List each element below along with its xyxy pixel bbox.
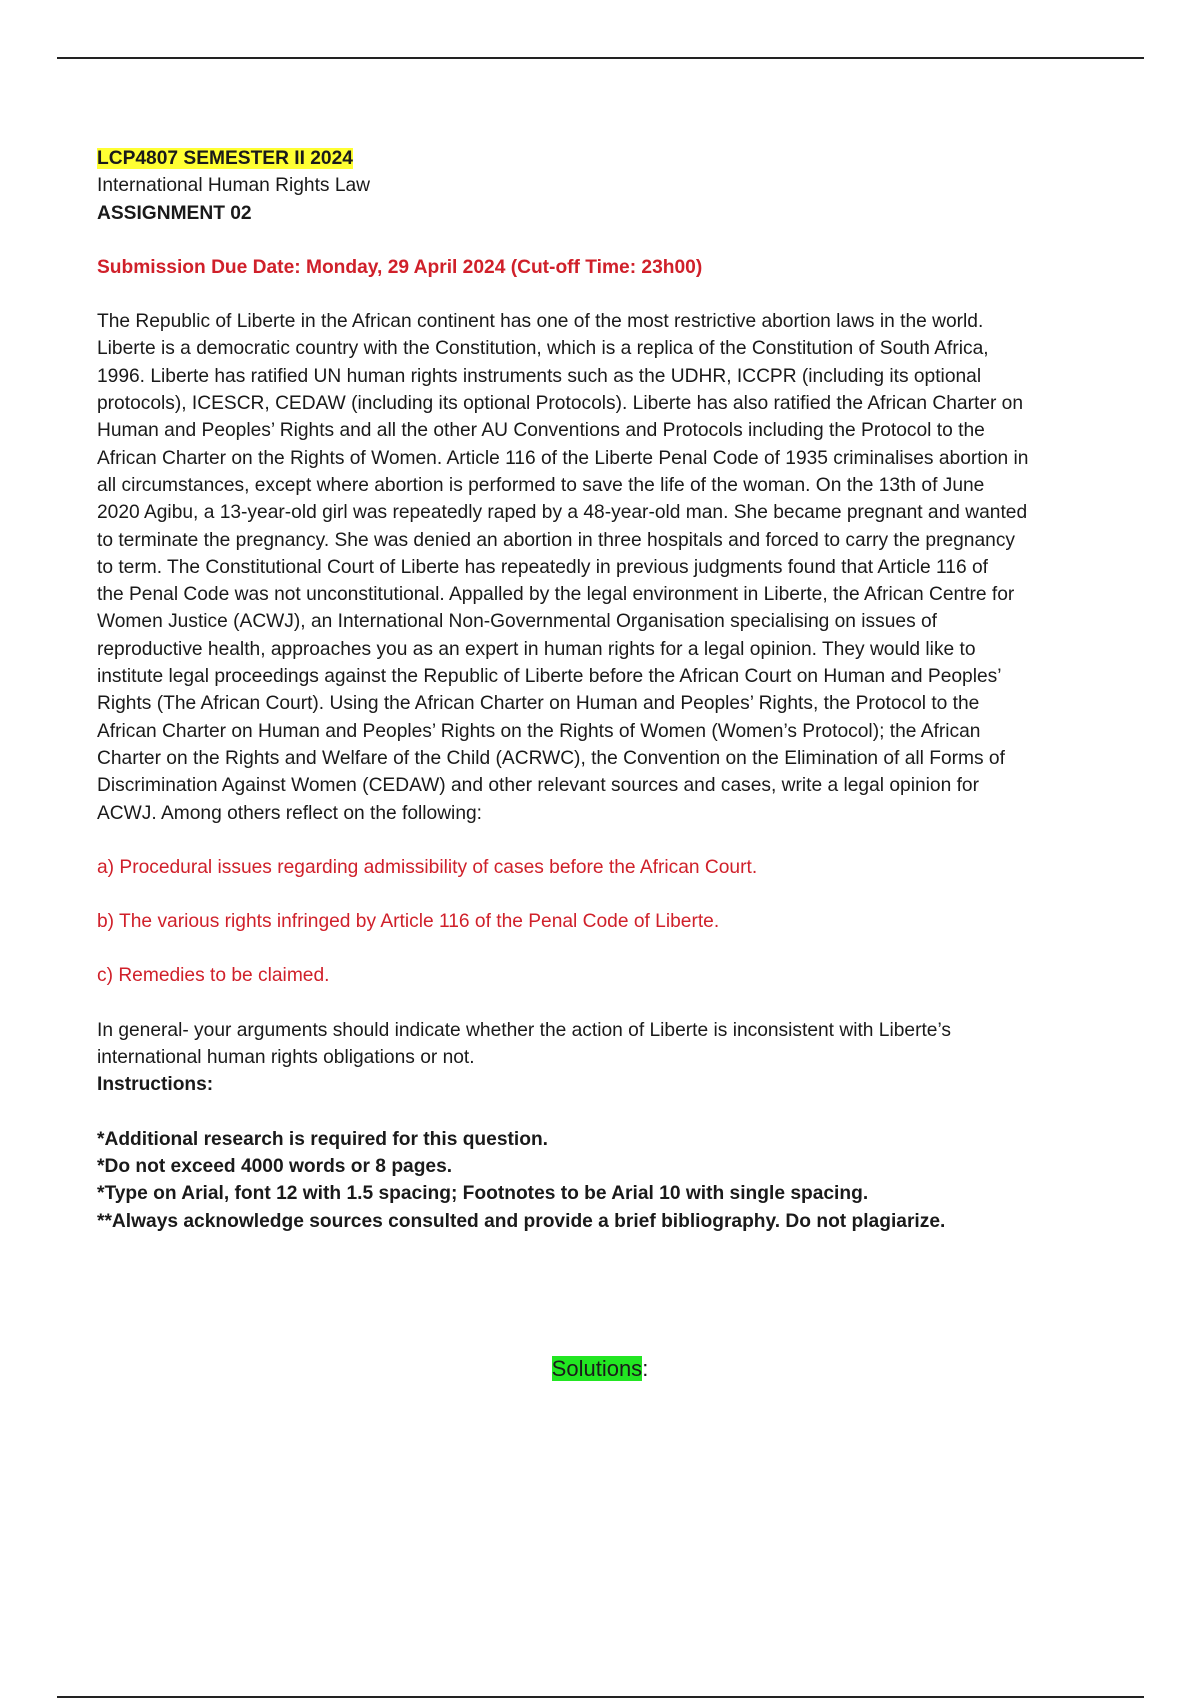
general-line: international human rights obligations or not. xyxy=(97,1047,475,1069)
due-date: Submission Due Date: Monday, 29 April 2024 (Cut-off Time: 23h00) xyxy=(97,256,703,278)
solutions-heading xyxy=(0,1355,1200,1383)
general-paragraph xyxy=(97,1017,1097,1072)
scenario-line: Women Justice (ACWJ), an International Non-Governmental Organisation specialising on issues of xyxy=(97,611,938,633)
scenario-line: to term. The Constitutional Court of Liberte has repeatedly in previous judgments found that Article 116 of xyxy=(97,556,988,578)
scenario-line: Discrimination Against Women (CEDAW) and other relevant sources and cases, write a legal opinion for xyxy=(97,775,979,797)
scenario-line: African Charter on Human and Peoples’ Rights on the Rights of Women (Women’s Protocol); the African xyxy=(97,720,981,742)
course-code: LCP4807 SEMESTER II 2024 xyxy=(97,148,353,169)
instruction-item: *Do not exceed 4000 words or 8 pages. xyxy=(97,1155,453,1177)
instructions-heading: Instructions: xyxy=(97,1074,214,1096)
question-c: c) Remedies to be claimed. xyxy=(97,965,330,987)
document-body xyxy=(97,145,1097,1235)
scenario-line: reproductive health, approaches you as an expert in human rights for a legal opinion. They would like to xyxy=(97,638,976,660)
scenario-line: Human and Peoples’ Rights and all the other AU Conventions and Protocols including the Protocol to the xyxy=(97,420,985,442)
scenario-line: Liberte is a democratic country with the Constitution, which is a replica of the Constitution of South Africa, xyxy=(97,338,989,360)
question-a: a) Procedural issues regarding admissibility of cases before the African Court. xyxy=(97,856,758,878)
solutions-label: Solutions xyxy=(551,1356,643,1381)
scenario-line: the Penal Code was not unconstitutional. Appalled by the legal environment in Liberte, the African Centre for xyxy=(97,584,1015,606)
scenario-line: protocols), ICESCR, CEDAW (including its optional Protocols). Liberte has also ratified the African Charter on xyxy=(97,393,1024,415)
scenario-line: 1996. Liberte has ratified UN human rights instruments such as the UDHR, ICCPR (including its optional xyxy=(97,365,982,387)
solutions-colon: : xyxy=(642,1356,649,1381)
course-name: International Human Rights Law xyxy=(97,175,371,197)
scenario-line: to terminate the pregnancy. She was denied an abortion in three hospitals and forced to carry the pregnancy xyxy=(97,529,1016,551)
scenario-line: all circumstances, except where abortion is performed to save the life of the woman. On the 13th of June xyxy=(97,474,985,496)
scenario-line: Rights (The African Court). Using the African Charter on Human and Peoples’ Rights, the Protocol to the xyxy=(97,693,980,715)
scenario-line: 2020 Agibu, a 13-year-old girl was repeatedly raped by a 48-year-old man. She became pregnant and wanted xyxy=(97,502,1028,524)
instruction-item: **Always acknowledge sources consulted and provide a brief bibliography. Do not plagiarize. xyxy=(97,1210,946,1232)
instructions-list xyxy=(97,1126,1097,1235)
general-line: In general- your arguments should indicate whether the action of Liberte is inconsistent with Liberte’s xyxy=(97,1019,951,1041)
scenario-paragraph xyxy=(97,308,1097,827)
instruction-item: *Type on Arial, font 12 with 1.5 spacing; Footnotes to be Arial 10 with single spacing. xyxy=(97,1183,869,1205)
assignment-title: ASSIGNMENT 02 xyxy=(97,202,252,224)
scenario-line: The Republic of Liberte in the African continent has one of the most restrictive abortion laws in the world. xyxy=(97,311,984,333)
question-b: b) The various rights infringed by Article 116 of the Penal Code of Liberte. xyxy=(97,911,720,933)
scenario-line: Charter on the Rights and Welfare of the Child (ACRWC), the Convention on the Elimination of all Forms of xyxy=(97,747,1005,769)
scenario-line: African Charter on the Rights of Women. Article 116 of the Liberte Penal Code of 1935 criminalises abortion in xyxy=(97,447,1029,469)
top-rule xyxy=(57,57,1144,59)
instruction-item: *Additional research is required for this question. xyxy=(97,1128,548,1150)
scenario-line: institute legal proceedings against the Republic of Liberte before the African Court on Human and Peoples’ xyxy=(97,666,1002,688)
scenario-line: ACWJ. Among others reflect on the following: xyxy=(97,802,482,824)
bottom-rule xyxy=(57,1696,1144,1698)
